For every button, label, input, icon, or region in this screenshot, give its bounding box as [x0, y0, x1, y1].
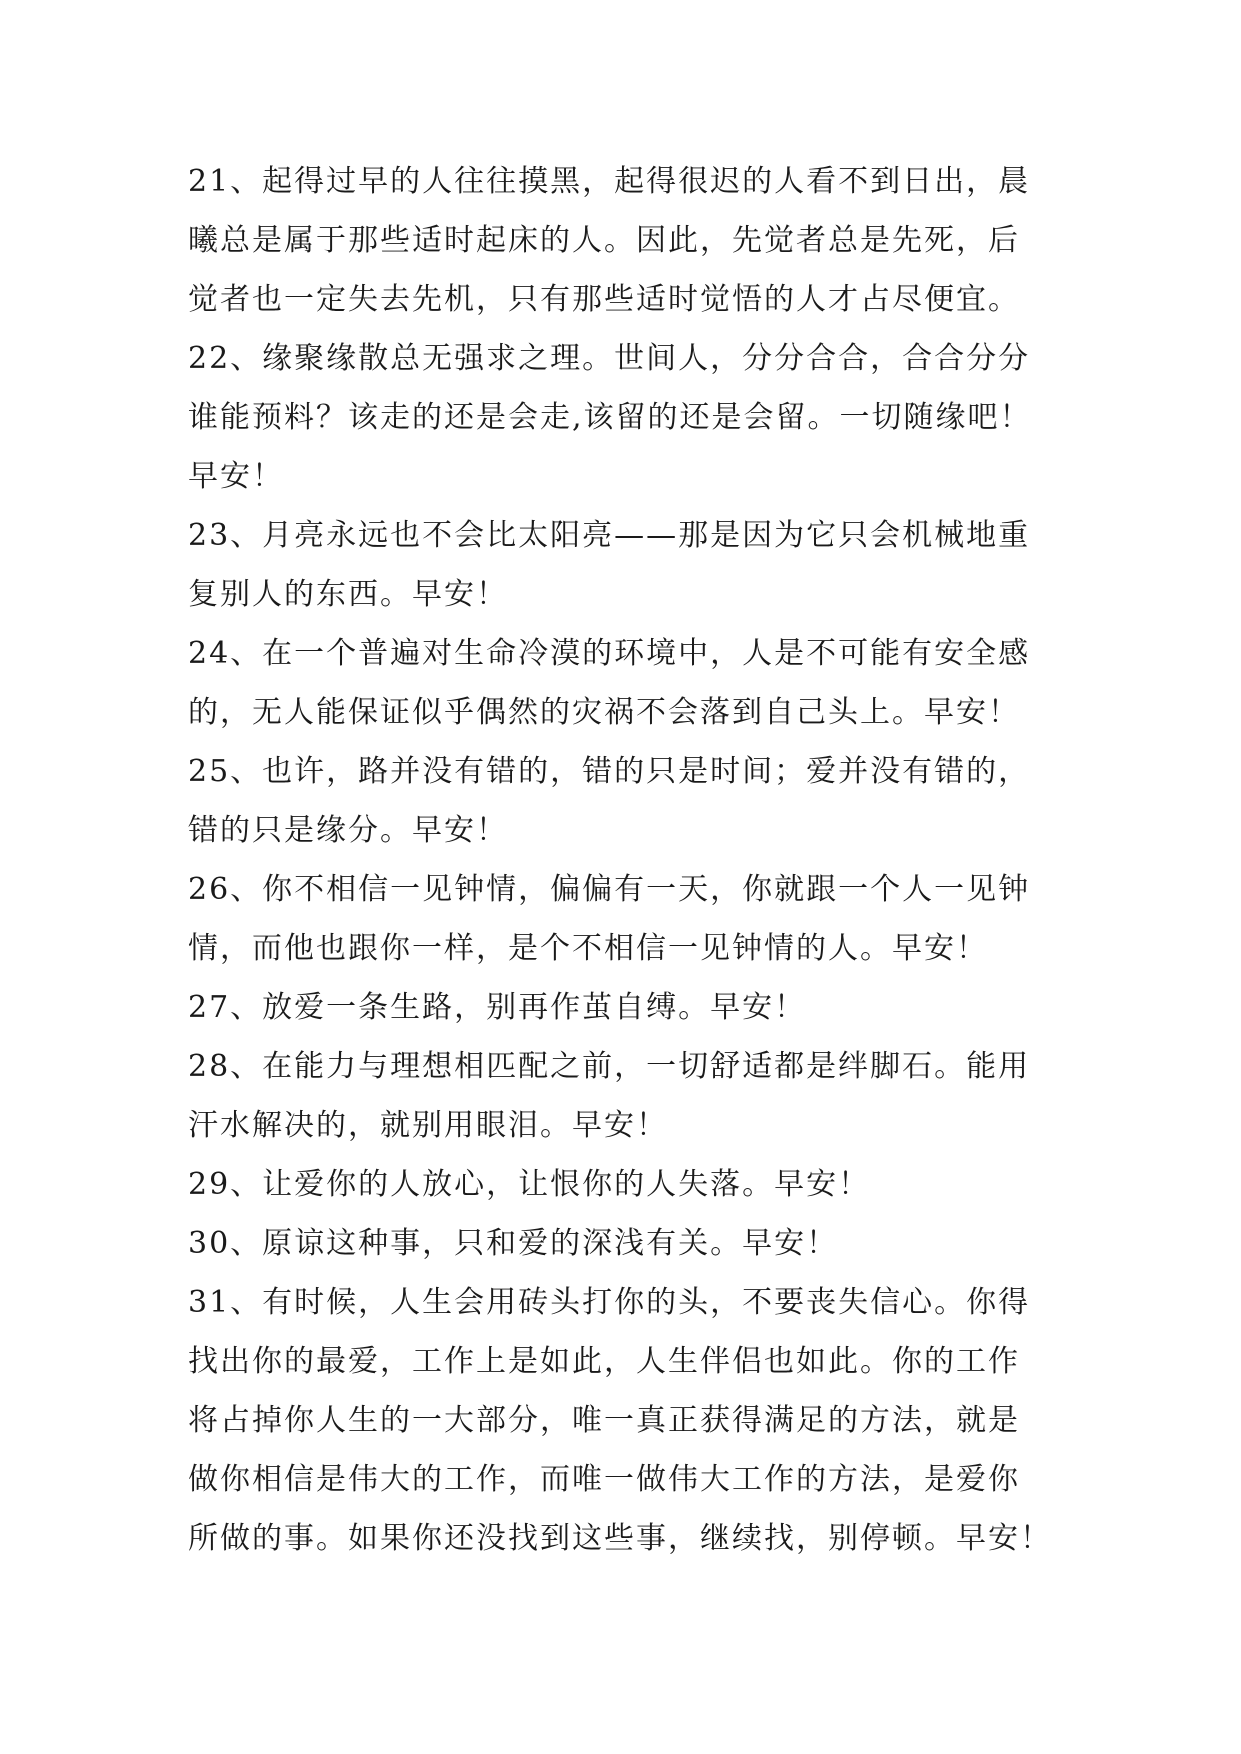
- text-line: 29、让爱你的人放心，让恨你的人失落。早安！: [188, 1167, 871, 1202]
- text-line: 27、放爱一条生路，别再作茧自缚。早安！: [188, 990, 807, 1025]
- text-line: 觉者也一定失去先机，只有那些适时觉悟的人才占尽便宜。: [188, 282, 1020, 317]
- text-line: 复别人的东西。早安！: [188, 577, 508, 612]
- text-line: 将占掉你人生的一大部分，唯一真正获得满足的方法，就是: [188, 1403, 1020, 1438]
- text-line: 24、在一个普遍对生命冷漠的环境中，人是不可能有安全感: [188, 636, 1031, 671]
- text-line: 26、你不相信一见钟情，偏偏有一天，你就跟一个人一见钟: [188, 872, 1031, 907]
- text-line: 22、缘聚缘散总无强求之理。世间人，分分合合，合合分分: [188, 341, 1031, 376]
- text-line: 30、原谅这种事，只和爱的深浅有关。早安！: [188, 1226, 839, 1261]
- text-line: 25、也许，路并没有错的，错的只是时间；爱并没有错的，: [188, 754, 1031, 789]
- text-line: 23、月亮永远也不会比太阳亮——那是因为它只会机械地重: [188, 518, 1031, 553]
- text-line: 汗水解决的，就别用眼泪。早安！: [188, 1108, 668, 1143]
- text-line: 做你相信是伟大的工作，而唯一做伟大工作的方法，是爱你: [188, 1462, 1020, 1497]
- document-body: [188, 152, 1078, 1568]
- text-line: 谁能预料？该走的还是会走,该留的还是会留。一切随缘吧！: [188, 400, 1032, 435]
- text-line: 错的只是缘分。早安！: [188, 813, 508, 848]
- text-line: 31、有时候，人生会用砖头打你的头，不要丧失信心。你得: [188, 1285, 1031, 1320]
- text-line: 所做的事。如果你还没找到这些事，继续找，别停顿。早安！: [188, 1521, 1052, 1556]
- text-line: 早安！: [188, 459, 284, 494]
- text-line: 找出你的最爱，工作上是如此，人生伴侣也如此。你的工作: [188, 1344, 1020, 1379]
- text-line: 的，无人能保证似乎偶然的灾祸不会落到自己头上。早安！: [188, 695, 1020, 730]
- text-line: 21、起得过早的人往往摸黑，起得很迟的人看不到日出，晨: [188, 164, 1031, 199]
- text-line: 28、在能力与理想相匹配之前，一切舒适都是绊脚石。能用: [188, 1049, 1031, 1084]
- text-line: 情，而他也跟你一样，是个不相信一见钟情的人。早安！: [188, 931, 988, 966]
- text-line: 曦总是属于那些适时起床的人。因此，先觉者总是先死，后: [188, 223, 1020, 258]
